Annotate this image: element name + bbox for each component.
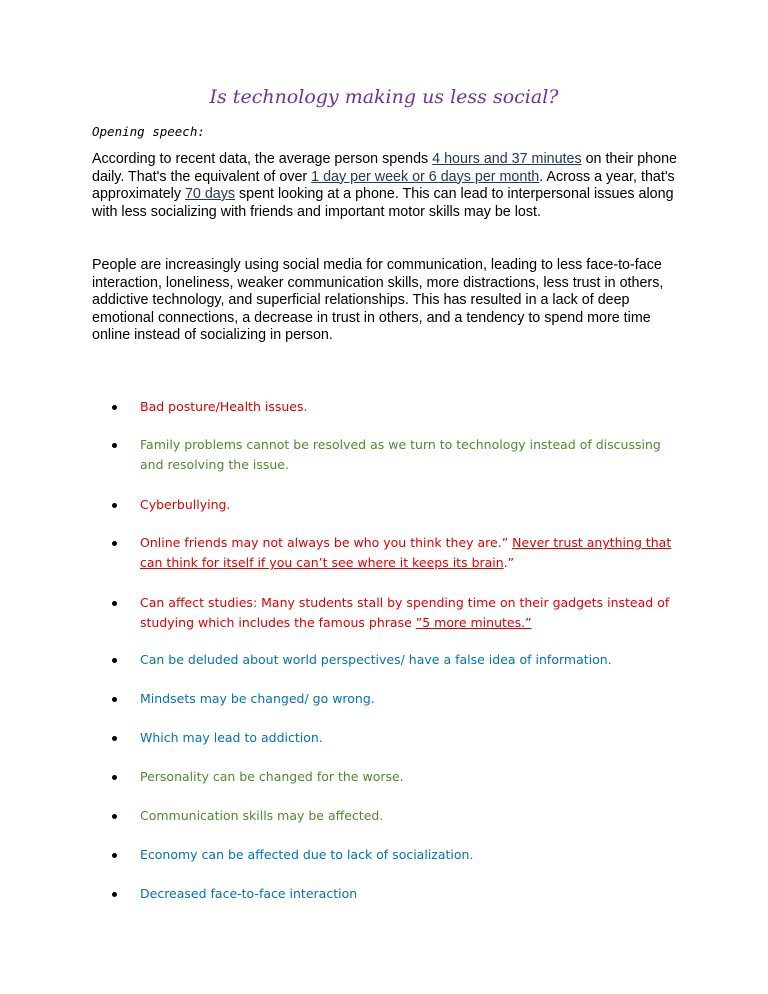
list-item	[112, 689, 672, 709]
list-item-text: Can be deluded about world perspectives/ have a false idea of information.	[140, 652, 612, 667]
list-item	[112, 533, 672, 573]
bullet-icon	[112, 853, 117, 858]
list-item	[112, 845, 672, 865]
underlined-phrase: ”5 more minutes.”	[415, 615, 532, 630]
paragraph-text: spent looking at a phone. This can lead to interpersonal issues along with less socializing with friends and important motor skills may be lost.	[92, 186, 674, 220]
list-item	[112, 650, 672, 670]
list-item-text: Which may lead to addiction.	[140, 730, 323, 745]
list-item	[112, 728, 672, 748]
list-item-text: Personality can be changed for the worse.	[140, 769, 404, 784]
list-item	[112, 435, 672, 475]
list-item	[112, 495, 672, 515]
list-item-text: Decreased face-to-face interaction	[140, 886, 358, 901]
opening-speech-subheading: Opening speech:	[92, 124, 205, 139]
bullet-icon	[112, 775, 117, 780]
list-item	[112, 884, 672, 904]
bullet-icon	[112, 697, 117, 702]
bullet-icon	[112, 503, 117, 508]
list-item-text: Bad posture/Health issues.	[140, 399, 308, 414]
paragraph-text: on their phone daily. That's the equivalent of over	[92, 151, 677, 185]
list-item-text: Communication skills may be affected.	[140, 808, 384, 823]
page-title: Is technology making us less social?	[209, 86, 559, 108]
underlined-stat-hours: 4 hours and 37 minutes	[432, 151, 582, 167]
quote-end: .”	[503, 555, 515, 570]
list-item-text: Cyberbullying.	[140, 497, 231, 512]
paragraph-social-media: People are increasingly using social media for communication, leading to less face-to-face interaction, loneliness, weaker communication skills, more distractions, less trust in others, addictive technology, and superficial relationships. This has resulted in a lack of deep emotional connections, a decrease in trust in others, and a tendency to spend more time online instead of socializing in person.	[92, 257, 664, 343]
list-item	[112, 767, 672, 787]
underlined-quote: Never trust anything that can think for itself if you can’t see where it keeps its brain	[140, 535, 672, 570]
list-item	[112, 593, 672, 633]
quote-intro: Online friends may not always be who you think they are.”	[140, 535, 513, 550]
underlined-stat-days: 1 day per week or 6 days per month	[311, 168, 540, 185]
bullet-icon	[112, 736, 117, 741]
list-item-text: Family problems cannot be resolved as we turn to technology instead of discussing and resolving the issue.	[140, 437, 661, 472]
bullet-icon	[112, 601, 117, 606]
bullet-icon	[112, 405, 117, 410]
paragraph-statistics	[92, 151, 678, 221]
paragraph-text: According to recent data, the average person spends	[92, 151, 433, 167]
paragraph-text: . Across a year, that's approximately	[92, 168, 675, 202]
list-item-text: Mindsets may be changed/ go wrong.	[140, 691, 375, 706]
list-item	[112, 397, 672, 417]
list-item	[112, 806, 672, 826]
bullet-icon	[112, 892, 117, 897]
bullet-icon	[112, 541, 117, 546]
bullet-icon	[112, 814, 117, 819]
list-item-text: Economy can be affected due to lack of socialization.	[140, 847, 474, 862]
list-item-text	[140, 533, 672, 573]
bullet-icon	[112, 443, 117, 448]
studies-text: Can affect studies: Many students stall by spending time on their gadgets instead of studying which includes the famous phrase	[140, 595, 670, 630]
underlined-stat-year: 70 days	[184, 186, 236, 202]
bullet-icon	[112, 658, 117, 663]
list-item-text	[140, 593, 672, 633]
